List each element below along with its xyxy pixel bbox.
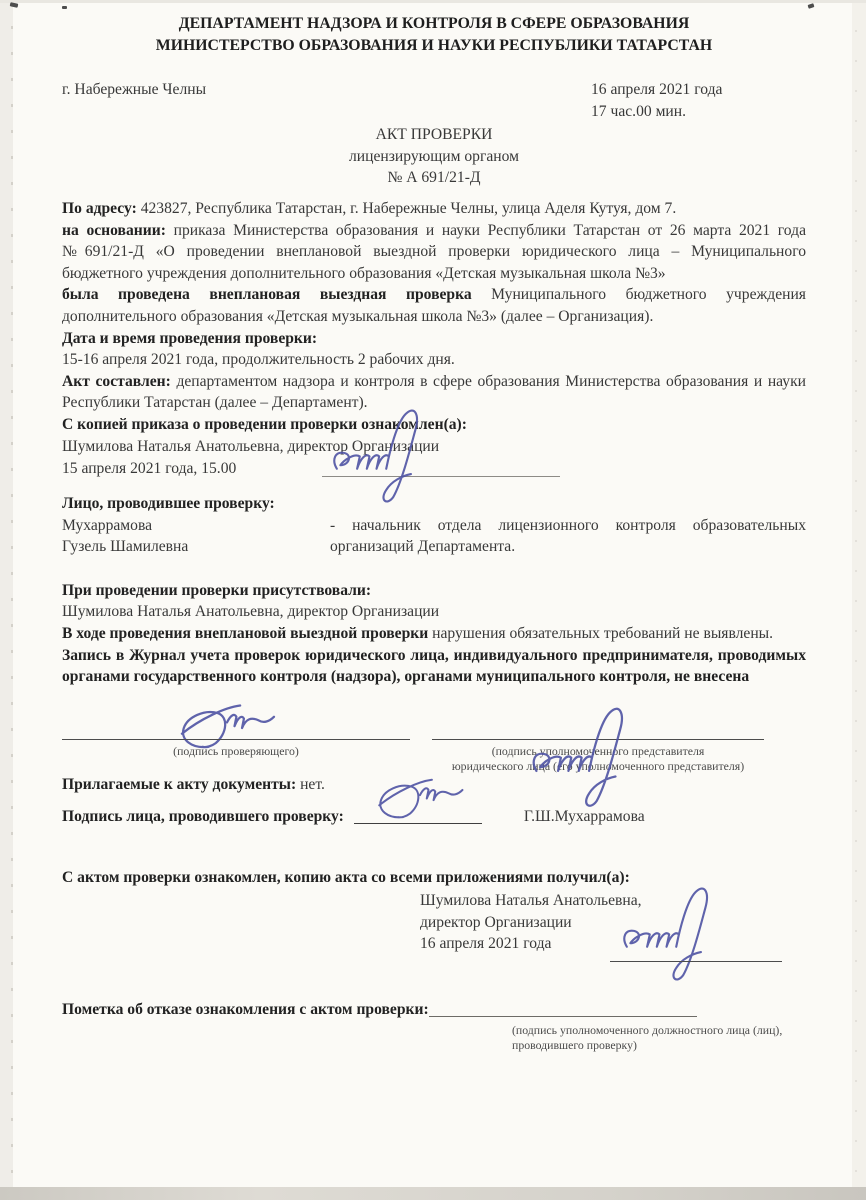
refusal-label: Пометка об отказе ознакомления с актом проверки: (62, 1000, 429, 1018)
representative-signature-cell (432, 738, 764, 774)
refusal-row (62, 999, 806, 1021)
address-text: 423827, Республика Татарстан, г. Набережные Челны, улица Аделя Кутуя, дом 7. (140, 199, 677, 217)
document-content (62, 0, 806, 1053)
journal-paragraph: Запись в Журнал учета проверок юридического лица, индивидуального предпринимателя, проводимых органами государственного контроля (надзора), органами муниципального контроля, не внесена (62, 646, 806, 686)
city-label: г. Набережные Челны (62, 81, 207, 98)
result-paragraph (62, 623, 806, 645)
acknowledgement-line-1: Шумилова Наталья Анатольевна, (420, 892, 642, 910)
signature-line (610, 961, 782, 962)
inspector-position: - начальник отдела лицензионного контроля образовательных организаций Департамента. (330, 516, 806, 556)
present-person: Шумилова Наталья Анатольевна, директор Организации (62, 603, 440, 621)
body-block (62, 198, 806, 479)
copy-person: Шумилова Наталья Анатольевна, директор Организации (62, 437, 440, 455)
conducted-text: Муниципального бюджетного учреждения дополнительного образования «Детская музыкальная школа №3» (далее – Организация). (62, 286, 806, 325)
result-bold: В ходе проведения внеплановой выездной проверки (62, 625, 429, 643)
present-label: При проведении проверки присутствовали: (62, 581, 372, 599)
act-text: департаментом надзора и контроля в сфере образования Министерства образования и науки Республики Татарстан (далее – Департамент). (62, 372, 807, 412)
attachments-label: Прилагаемые к акту документы: (62, 775, 297, 793)
header-line-2: МИНИСТЕРСТВО ОБРАЗОВАНИЯ И НАУКИ РЕСПУБЛИКИ ТАТАРСТАН (155, 36, 713, 54)
inspector-name-line-2: Гузель Шамилевна (62, 538, 189, 556)
document-title (62, 124, 806, 189)
refusal-section (62, 999, 806, 1054)
inspector-name-line-1: Мухаррамова (62, 516, 153, 534)
scan-bottom-band (0, 1187, 866, 1200)
inspector-name (62, 515, 330, 558)
datetime-label: Дата и время проведения проверки: (62, 329, 318, 347)
acknowledgement-line-3: 16 апреля 2021 года (420, 935, 552, 953)
conducted-label: была проведена внеплановая выездная проверка (62, 286, 472, 304)
present-section (62, 580, 806, 623)
scan-artifact (808, 3, 815, 9)
basis-text: приказа Министерства образования и науки Республики Татарстан от 26 марта 2021 года №691/21-Д «О проведении внеплановой выездной проверки юридического лица – Муниципального бюджетного учреждения дополнительного образования «Детская музыкальная школа №3» (62, 221, 807, 282)
perforation-dots-right (855, 0, 857, 1200)
inspector-sign-name: Г.Ш.Мухаррамова (523, 807, 645, 825)
caption-representative-line-1: (подпись уполномоченного представителя (491, 743, 705, 758)
paragraph-conducted (62, 284, 806, 327)
inspector-signature-cell (62, 738, 410, 774)
signature-line (354, 822, 482, 824)
header-line-1: ДЕПАРТАМЕНТ НАДЗОРА И КОНТРОЛЯ В СФЕРЕ ОБРАЗОВАНИЯ (178, 15, 690, 32)
caption-inspector-signature: (подпись проверяющего) (173, 743, 299, 758)
signature-line (322, 475, 560, 477)
signature-line (62, 738, 410, 740)
journal-signature-row (62, 738, 806, 774)
basis-label: на основании: (62, 221, 166, 239)
meta-row (62, 79, 806, 122)
paragraph-address (62, 198, 806, 220)
title-line-1: АКТ ПРОВЕРКИ (375, 126, 493, 144)
inspector-row (62, 515, 806, 558)
copy-date: 15 апреля 2021 года, 15.00 (62, 459, 237, 477)
acknowledgement-label: С актом проверки ознакомлен, копию акта со всеми приложениями получил(а): (62, 869, 630, 887)
paragraph-basis (62, 220, 806, 285)
document-header (62, 13, 806, 56)
caption-refusal-line-2: проводившего проверку) (512, 1038, 637, 1053)
paragraph-act (62, 371, 806, 414)
attachments-paragraph (62, 774, 806, 796)
datetime-value: 15-16 апреля 2021 года, продолжительность 2 рабочих дня. (62, 351, 455, 369)
signature-shumilova (527, 690, 687, 816)
address-label: По адресу: (62, 199, 137, 217)
act-date: 16 апреля 2021 года (591, 81, 723, 98)
attachments-value: нет. (300, 775, 325, 793)
caption-refusal-line-1: (подпись уполномоченного должностного лица (лиц), (512, 1023, 783, 1038)
acknowledgement-line-2: директор Организации (420, 913, 572, 931)
signature-mukharramova (172, 698, 282, 760)
date-time-block (591, 79, 806, 122)
caption-representative-line-2: юридического лица (его уполномоченного представителя) (451, 758, 745, 773)
result-text: нарушения обязательных требований не выявлены. (432, 625, 774, 643)
title-line-3: № А 691/21-Д (387, 169, 481, 187)
act-label: Акт составлен: (62, 372, 171, 390)
inspector-label: Лицо, проводившее проверку: (62, 495, 275, 513)
copy-date-row (62, 457, 806, 479)
copy-label: С копией приказа о проведении проверки ознакомлен(а): (62, 415, 467, 433)
perforation-dots-left (11, 0, 13, 1200)
inspector-sign-label: Подпись лица, проводившего проверку: (62, 807, 344, 825)
acknowledgement-section (62, 867, 806, 954)
inspector-sign-row (62, 797, 806, 827)
title-line-2: лицензирующим органом (348, 147, 520, 165)
signature-shumilova (618, 867, 768, 993)
refusal-blank-line (429, 1015, 697, 1017)
inspector-section (62, 493, 806, 558)
caption-refusal (512, 1023, 806, 1053)
act-time: 17 час.00 мин. (591, 102, 687, 120)
